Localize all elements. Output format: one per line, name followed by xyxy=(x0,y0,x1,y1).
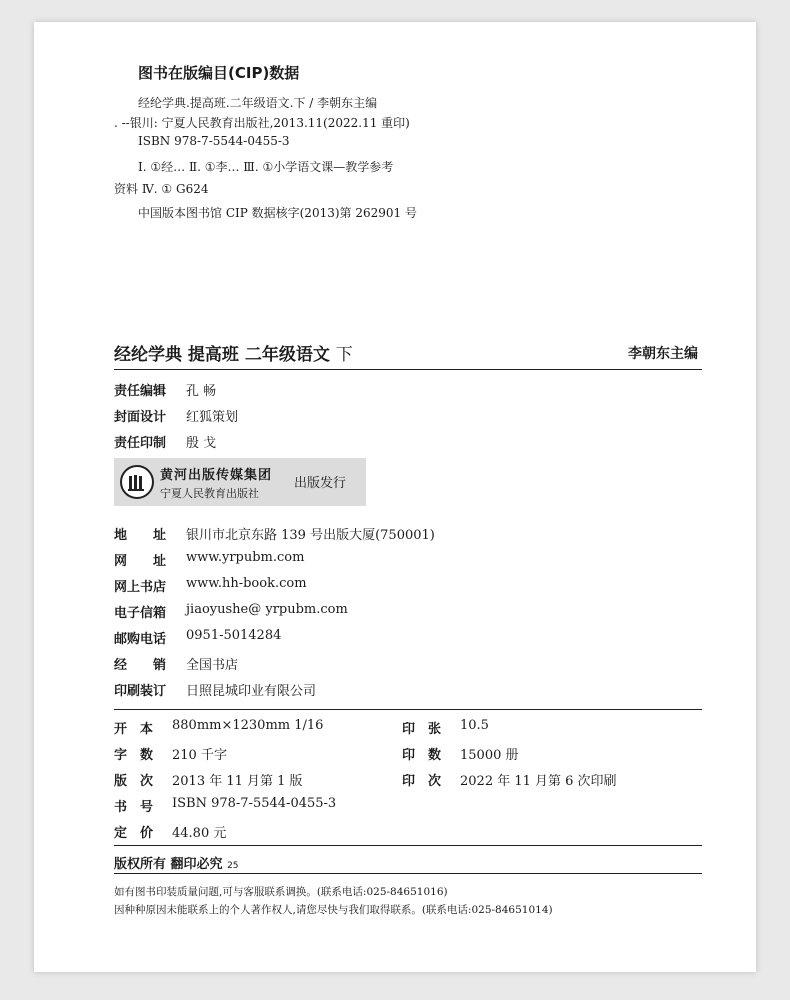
divider xyxy=(114,873,702,874)
spec-label: 印 张 xyxy=(402,722,442,737)
cip-title: 图书在版编目(CIP)数据 xyxy=(138,64,300,82)
contact-value: 日照昆城印业有限公司 xyxy=(186,684,317,699)
spec-value: 2022 年 11 月第 6 次印刷 xyxy=(460,774,617,789)
cip-line: ISBN 978-7-5544-0455-3 xyxy=(138,134,290,148)
cip-line: 经纶学典.提高班.二年级语文.下 / 李朝东主编 xyxy=(138,96,378,110)
contact-value: 全国书店 xyxy=(186,658,239,673)
spec-label: 定 价 xyxy=(114,826,154,841)
spec-label: 印 次 xyxy=(402,774,442,789)
publisher-logo xyxy=(114,458,366,506)
contact-label: 网上书店 xyxy=(114,580,167,595)
contact-value: 银川市北京东路 139 号出版大厦(750001) xyxy=(186,528,435,543)
rights-text: 版权所有 翻印必究 xyxy=(114,857,223,872)
spec-label: 开 本 xyxy=(114,722,154,737)
spec-label: 印 数 xyxy=(402,748,442,763)
spec-label: 书 号 xyxy=(114,800,154,815)
divider xyxy=(114,369,702,370)
contact-value: www.yrpubm.com xyxy=(186,550,305,565)
rights-notice xyxy=(114,853,239,872)
staff-value: 红狐策划 xyxy=(186,410,239,425)
spec-value: 44.80 元 xyxy=(172,826,227,841)
contact-label: 网 址 xyxy=(114,554,167,569)
contact-value: jiaoyushe@ yrpubm.com xyxy=(186,602,348,617)
spec-value: ISBN 978-7-5544-0455-3 xyxy=(172,796,337,811)
spec-value: 15000 册 xyxy=(460,748,519,763)
publisher-name: 宁夏人民教育出版社 xyxy=(160,487,259,500)
staff-value: 殷 戈 xyxy=(186,436,217,451)
spec-value: 10.5 xyxy=(460,718,489,733)
staff-label: 责任编辑 xyxy=(114,384,167,399)
publisher-emblem-icon xyxy=(120,465,154,499)
contact-label: 印刷装订 xyxy=(114,684,167,699)
book-title-text: 经纶学典 提高班 二年级语文 xyxy=(114,345,330,365)
footer-note: 因种种原因未能联系上的个人著作权人,请您尽快与我们取得联系。(联系电话:025-84651014) xyxy=(114,904,553,916)
spec-label: 版 次 xyxy=(114,774,154,789)
divider xyxy=(114,845,702,846)
cip-line: . --银川: 宁夏人民教育出版社,2013.11(2022.11 重印) xyxy=(114,116,410,130)
staff-value: 孔 畅 xyxy=(186,384,217,399)
publisher-group: 黄河出版传媒集团 xyxy=(160,468,273,483)
copyright-page xyxy=(34,22,756,972)
spec-value: 880mm×1230mm 1/16 xyxy=(172,718,324,733)
staff-label: 责任印制 xyxy=(114,436,167,451)
contact-label: 经 销 xyxy=(114,658,167,673)
contact-value: www.hh-book.com xyxy=(186,576,307,591)
cip-line: 资料 Ⅳ. ① G624 xyxy=(114,182,209,196)
staff-label: 封面设计 xyxy=(114,410,167,425)
footer-note: 如有图书印装质量问题,可与客服联系调换。(联系电话:025-84651016) xyxy=(114,886,448,898)
book-editor: 李朝东主编 xyxy=(628,346,698,362)
book-volume: 下 xyxy=(335,345,353,365)
contact-label: 邮购电话 xyxy=(114,632,167,647)
contact-value: 0951-5014284 xyxy=(186,628,282,643)
book-title xyxy=(114,340,353,365)
spec-value: 2013 年 11 月第 1 版 xyxy=(172,774,303,789)
contact-label: 电子信箱 xyxy=(114,606,167,621)
divider xyxy=(114,709,702,710)
rights-code: 25 xyxy=(227,861,239,871)
publisher-issue: 出版发行 xyxy=(294,476,347,491)
spec-label: 字 数 xyxy=(114,748,154,763)
cip-line: Ⅰ. ①经… Ⅱ. ①李… Ⅲ. ①小学语文课—教学参考 xyxy=(138,160,394,174)
spec-value: 210 千字 xyxy=(172,748,227,763)
contact-label: 地 址 xyxy=(114,528,167,543)
cip-line: 中国版本图书馆 CIP 数据核字(2013)第 262901 号 xyxy=(138,206,417,220)
